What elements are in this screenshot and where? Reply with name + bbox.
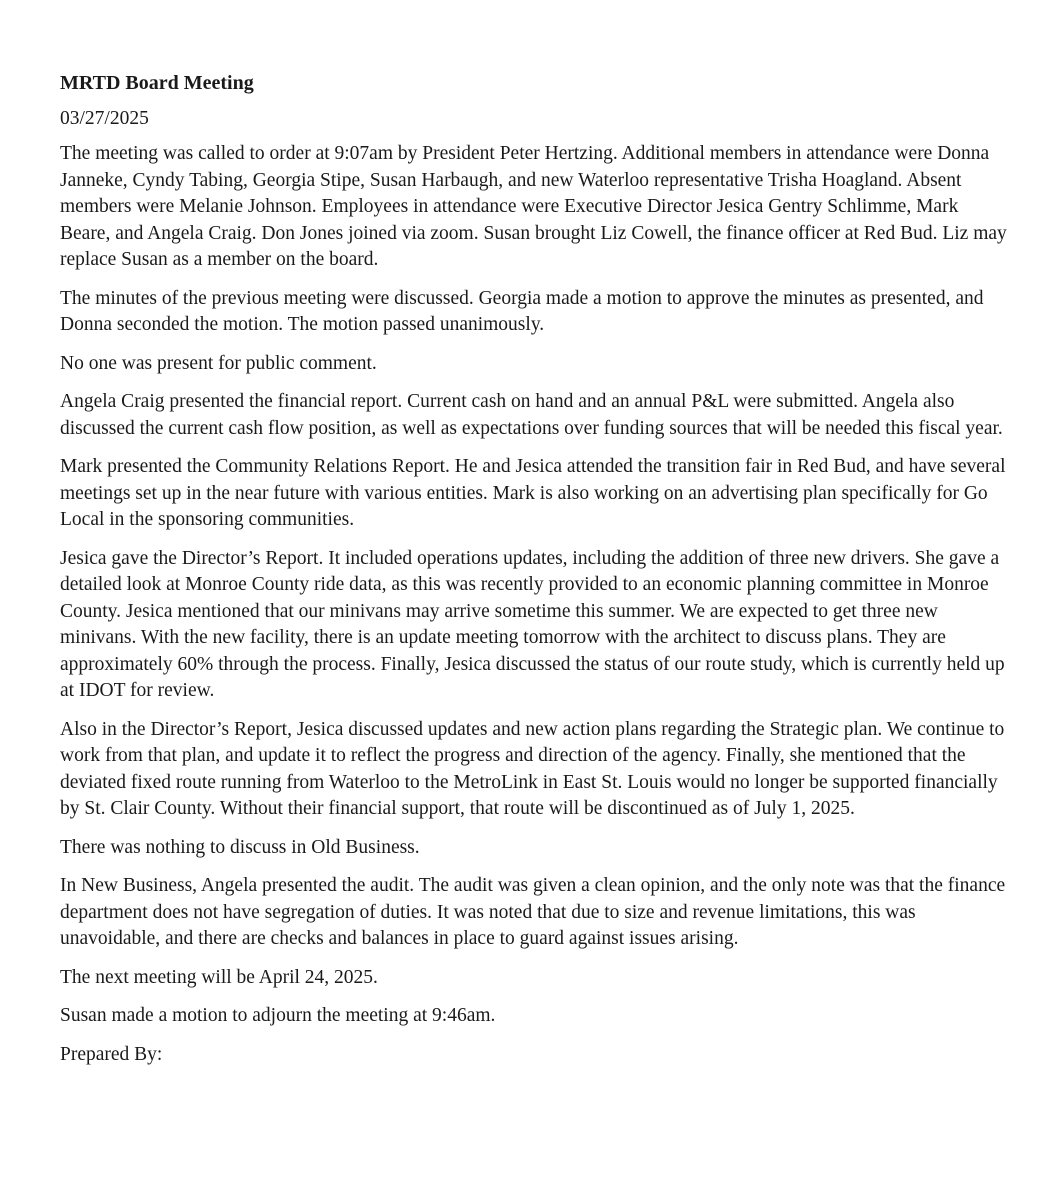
paragraph-old-business: There was nothing to discuss in Old Business. — [60, 836, 420, 858]
paragraph-financial-report: Angela Craig presented the financial report. Current cash on hand and an annual P&L were submitted. Angela also discussed the current cash flow position, as well as expectations over funding sources that will be needed this fiscal year. — [60, 391, 1003, 439]
meeting-date: 03/27/2025 — [60, 107, 149, 129]
prepared-by-label: Prepared By: — [60, 1043, 163, 1065]
paragraph-adjourn: Susan made a motion to adjourn the meeting at 9:46am. — [60, 1005, 496, 1026]
paragraph-call-to-order: The meeting was called to order at 9:07am by President Peter Hertzing. Additional members in attendance were Donna Janneke, Cyndy Tabing, Georgia Stipe, Susan Harbaugh, and new Waterloo representative Trisha Hoagland. Absent members were Melanie Johnson. Employees in attendance were Executive Director Jesica Gentry Schlimme, Mark Beare, and Angela Craig. Don Jones joined via zoom. Susan brought Liz Cowell, the finance officer at Red Bud. Liz may replace Susan as a member on the board. — [60, 143, 1007, 270]
paragraph-public-comment: No one was present for public comment. — [60, 352, 377, 374]
paragraph-new-business: In New Business, Angela presented the audit. The audit was given a clean opinion, and the only note was that the finance department does not have segregation of duties. It was noted that due to size and revenue limitations, this was unavoidable, and there are checks and balances in place to guard against issues arising. — [60, 875, 1006, 949]
paragraph-previous-minutes: The minutes of the previous meeting were discussed. Georgia made a motion to approve the minutes as presented, and Donna seconded the motion. The motion passed unanimously. — [60, 287, 984, 335]
meeting-minutes-page — [60, 70, 1010, 1068]
paragraph-community-relations: Mark presented the Community Relations Report. He and Jesica attended the transition fair in Red Bud, and have several meetings set up in the near future with various entities. Mark is also working on an advertising plan specifically for Go Local in the sponsoring communities. — [60, 456, 1006, 530]
document-title: MRTD Board Meeting — [60, 72, 254, 94]
paragraph-next-meeting: The next meeting will be April 24, 2025. — [60, 966, 378, 988]
paragraph-directors-report: Jesica gave the Director’s Report. It included operations updates, including the addition of three new drivers. She gave a detailed look at Monroe County ride data, as this was recently provided to an economic planning committee in Monroe County. Jesica mentioned that our minivans may arrive sometime this summer. We are expected to get three new minivans. With the new facility, there is an update meeting tomorrow with the architect to discuss plans. They are approximately 60% through the process. Finally, Jesica discussed the status of our route study, which is currently held up at IDOT for review. — [60, 547, 1005, 701]
paragraph-strategic-plan: Also in the Director’s Report, Jesica discussed updates and new action plans regarding the Strategic plan. We continue to work from that plan, and update it to reflect the progress and direction of the agency. Finally, she mentioned that the deviated fixed route running from Waterloo to the MetroLink in East St. Louis would no longer be supported financially by St. Clair County. Without their financial support, that route will be discontinued as of July 1, 2025. — [60, 718, 1005, 819]
